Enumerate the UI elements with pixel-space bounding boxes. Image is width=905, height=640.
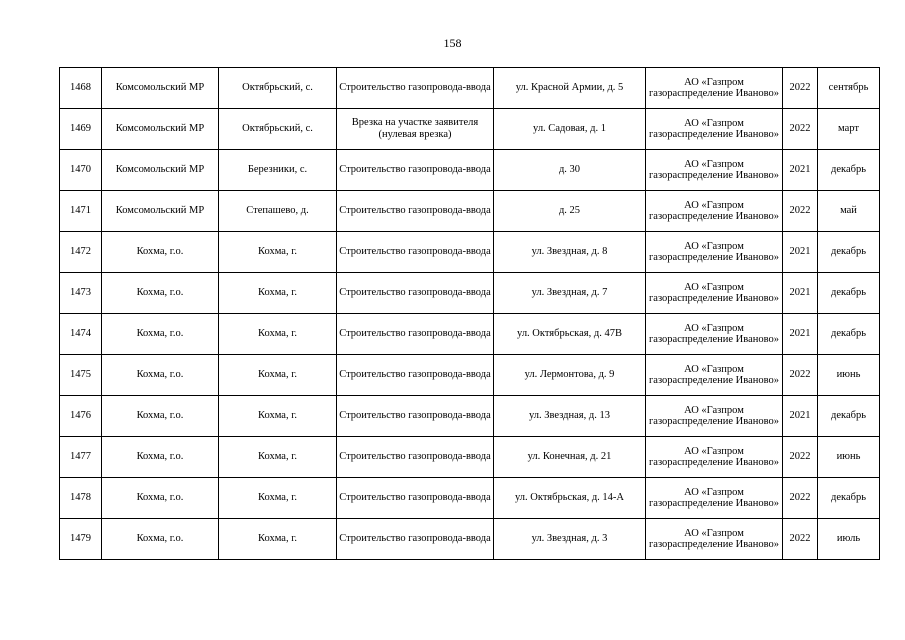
year-cell: 2022 bbox=[783, 355, 818, 396]
address-cell: д. 25 bbox=[494, 191, 646, 232]
row-number: 1475 bbox=[60, 355, 102, 396]
district-cell: Комсомольский МР bbox=[102, 150, 219, 191]
district-cell: Комсомольский МР bbox=[102, 68, 219, 109]
organization-cell: АО «Газпром газораспределение Иваново» bbox=[646, 396, 783, 437]
table-row bbox=[60, 519, 880, 560]
settlement-cell: Кохма, г. bbox=[219, 519, 337, 560]
year-cell: 2021 bbox=[783, 232, 818, 273]
organization-cell: АО «Газпром газораспределение Иваново» bbox=[646, 191, 783, 232]
row-number: 1474 bbox=[60, 314, 102, 355]
table-row bbox=[60, 478, 880, 519]
table-row bbox=[60, 109, 880, 150]
district-cell: Кохма, г.о. bbox=[102, 355, 219, 396]
month-cell: март bbox=[818, 109, 880, 150]
address-cell: ул. Лермонтова, д. 9 bbox=[494, 355, 646, 396]
table-row bbox=[60, 437, 880, 478]
settlement-cell: Степашево, д. bbox=[219, 191, 337, 232]
table-row bbox=[60, 355, 880, 396]
organization-cell: АО «Газпром газораспределение Иваново» bbox=[646, 355, 783, 396]
work-type-cell: Строительство газопровода-ввода bbox=[337, 68, 494, 109]
district-cell: Комсомольский МР bbox=[102, 191, 219, 232]
work-type-cell: Строительство газопровода-ввода bbox=[337, 314, 494, 355]
month-cell: декабрь bbox=[818, 232, 880, 273]
district-cell: Кохма, г.о. bbox=[102, 273, 219, 314]
month-cell: декабрь bbox=[818, 150, 880, 191]
table-row bbox=[60, 396, 880, 437]
year-cell: 2021 bbox=[783, 396, 818, 437]
address-cell: д. 30 bbox=[494, 150, 646, 191]
address-cell: ул. Садовая, д. 1 bbox=[494, 109, 646, 150]
address-cell: ул. Октябрьская, д. 14-А bbox=[494, 478, 646, 519]
settlement-cell: Березники, с. bbox=[219, 150, 337, 191]
settlement-cell: Кохма, г. bbox=[219, 314, 337, 355]
work-type-cell: Строительство газопровода-ввода bbox=[337, 519, 494, 560]
work-type-cell: Строительство газопровода-ввода bbox=[337, 437, 494, 478]
year-cell: 2022 bbox=[783, 109, 818, 150]
work-type-cell: Строительство газопровода-ввода bbox=[337, 191, 494, 232]
settlement-cell: Кохма, г. bbox=[219, 273, 337, 314]
address-cell: ул. Конечная, д. 21 bbox=[494, 437, 646, 478]
work-type-cell: Строительство газопровода-ввода bbox=[337, 273, 494, 314]
organization-cell: АО «Газпром газораспределение Иваново» bbox=[646, 109, 783, 150]
month-cell: декабрь bbox=[818, 314, 880, 355]
district-cell: Кохма, г.о. bbox=[102, 314, 219, 355]
district-cell: Кохма, г.о. bbox=[102, 232, 219, 273]
year-cell: 2021 bbox=[783, 314, 818, 355]
district-cell: Кохма, г.о. bbox=[102, 437, 219, 478]
table-row bbox=[60, 191, 880, 232]
gas-connection-table bbox=[59, 67, 880, 560]
settlement-cell: Октябрьский, с. bbox=[219, 109, 337, 150]
settlement-cell: Кохма, г. bbox=[219, 437, 337, 478]
year-cell: 2022 bbox=[783, 437, 818, 478]
row-number: 1469 bbox=[60, 109, 102, 150]
settlement-cell: Октябрьский, с. bbox=[219, 68, 337, 109]
table-row bbox=[60, 68, 880, 109]
organization-cell: АО «Газпром газораспределение Иваново» bbox=[646, 232, 783, 273]
table-body bbox=[60, 68, 880, 560]
year-cell: 2022 bbox=[783, 519, 818, 560]
page-number: 158 bbox=[443, 36, 462, 50]
work-type-cell: Строительство газопровода-ввода bbox=[337, 150, 494, 191]
month-cell: июль bbox=[818, 519, 880, 560]
work-type-cell: Строительство газопровода-ввода bbox=[337, 355, 494, 396]
table-row bbox=[60, 314, 880, 355]
organization-cell: АО «Газпром газораспределение Иваново» bbox=[646, 273, 783, 314]
table-row bbox=[60, 150, 880, 191]
year-cell: 2022 bbox=[783, 68, 818, 109]
organization-cell: АО «Газпром газораспределение Иваново» bbox=[646, 478, 783, 519]
organization-cell: АО «Газпром газораспределение Иваново» bbox=[646, 437, 783, 478]
address-cell: ул. Красной Армии, д. 5 bbox=[494, 68, 646, 109]
month-cell: май bbox=[818, 191, 880, 232]
organization-cell: АО «Газпром газораспределение Иваново» bbox=[646, 150, 783, 191]
year-cell: 2021 bbox=[783, 150, 818, 191]
settlement-cell: Кохма, г. bbox=[219, 232, 337, 273]
work-type-cell: Строительство газопровода-ввода bbox=[337, 396, 494, 437]
work-type-cell: Врезка на участке заявителя (нулевая врезка) bbox=[337, 109, 494, 150]
row-number: 1478 bbox=[60, 478, 102, 519]
row-number: 1468 bbox=[60, 68, 102, 109]
address-cell: ул. Звездная, д. 3 bbox=[494, 519, 646, 560]
district-cell: Комсомольский МР bbox=[102, 109, 219, 150]
address-cell: ул. Октябрьская, д. 47В bbox=[494, 314, 646, 355]
organization-cell: АО «Газпром газораспределение Иваново» bbox=[646, 519, 783, 560]
address-cell: ул. Звездная, д. 13 bbox=[494, 396, 646, 437]
settlement-cell: Кохма, г. bbox=[219, 355, 337, 396]
year-cell: 2021 bbox=[783, 273, 818, 314]
month-cell: декабрь bbox=[818, 273, 880, 314]
table-row bbox=[60, 232, 880, 273]
month-cell: июнь bbox=[818, 437, 880, 478]
settlement-cell: Кохма, г. bbox=[219, 396, 337, 437]
district-cell: Кохма, г.о. bbox=[102, 478, 219, 519]
month-cell: июнь bbox=[818, 355, 880, 396]
month-cell: декабрь bbox=[818, 478, 880, 519]
row-number: 1477 bbox=[60, 437, 102, 478]
row-number: 1470 bbox=[60, 150, 102, 191]
organization-cell: АО «Газпром газораспределение Иваново» bbox=[646, 314, 783, 355]
address-cell: ул. Звездная, д. 7 bbox=[494, 273, 646, 314]
settlement-cell: Кохма, г. bbox=[219, 478, 337, 519]
year-cell: 2022 bbox=[783, 478, 818, 519]
address-cell: ул. Звездная, д. 8 bbox=[494, 232, 646, 273]
row-number: 1471 bbox=[60, 191, 102, 232]
table-row bbox=[60, 273, 880, 314]
row-number: 1473 bbox=[60, 273, 102, 314]
organization-cell: АО «Газпром газораспределение Иваново» bbox=[646, 68, 783, 109]
month-cell: сентябрь bbox=[818, 68, 880, 109]
work-type-cell: Строительство газопровода-ввода bbox=[337, 478, 494, 519]
row-number: 1479 bbox=[60, 519, 102, 560]
month-cell: декабрь bbox=[818, 396, 880, 437]
district-cell: Кохма, г.о. bbox=[102, 396, 219, 437]
year-cell: 2022 bbox=[783, 191, 818, 232]
row-number: 1476 bbox=[60, 396, 102, 437]
work-type-cell: Строительство газопровода-ввода bbox=[337, 232, 494, 273]
row-number: 1472 bbox=[60, 232, 102, 273]
district-cell: Кохма, г.о. bbox=[102, 519, 219, 560]
